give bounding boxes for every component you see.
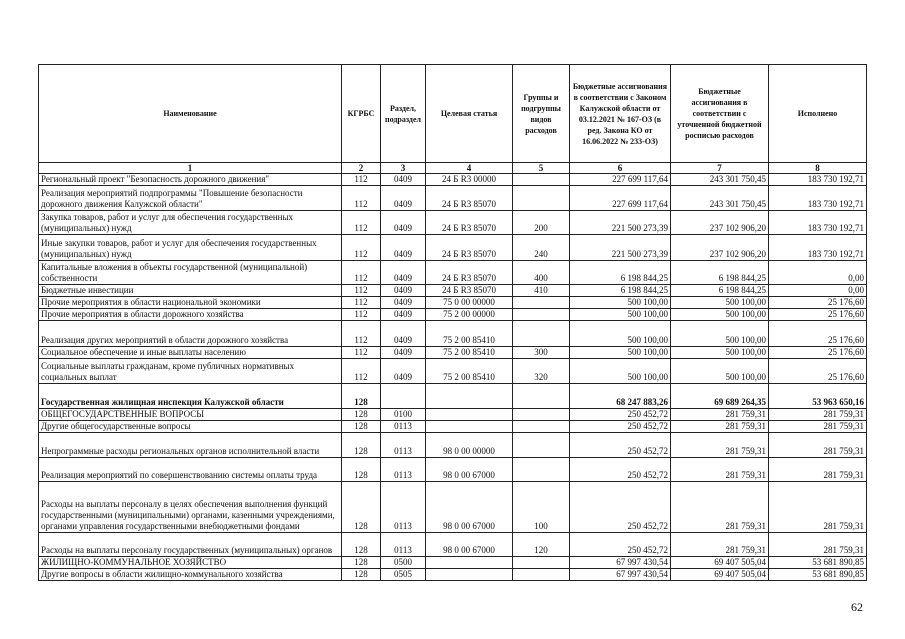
row-group: 400 xyxy=(513,261,570,285)
table-row xyxy=(39,211,867,235)
row-section: 0409 xyxy=(381,309,426,321)
row-group: 120 xyxy=(513,533,570,557)
row-target: 24 Б R3 85070 xyxy=(426,186,513,211)
table-row xyxy=(39,309,867,321)
header-refined: Бюджетные ассигнования в соответствии с уточненной бюджетной росписью расходов xyxy=(671,65,769,163)
row-name: Прочие мероприятия в области дорожного хозяйства xyxy=(39,309,342,321)
row-target: 75 0 00 00000 xyxy=(426,297,513,309)
column-number: 6 xyxy=(570,163,671,174)
row-section: 0113 xyxy=(381,458,426,482)
row-section: 0409 xyxy=(381,261,426,285)
row-law-amount: 500 100,00 xyxy=(570,297,671,309)
header-target: Целевая статья xyxy=(426,65,513,163)
table-row xyxy=(39,569,867,581)
row-name: Региональный проект "Безопасность дорожного движения" xyxy=(39,174,342,186)
row-executed-amount: 53 681 890,85 xyxy=(769,569,867,581)
row-law-amount: 67 997 430,54 xyxy=(570,569,671,581)
row-target: 98 0 00 67000 xyxy=(426,458,513,482)
row-executed-amount: 0,00 xyxy=(769,261,867,285)
row-law-amount: 250 452,72 xyxy=(570,421,671,433)
row-refined-amount: 281 759,31 xyxy=(671,409,769,421)
column-number-row xyxy=(39,163,867,174)
row-target xyxy=(426,569,513,581)
column-number: 8 xyxy=(769,163,867,174)
row-target xyxy=(426,384,513,409)
row-executed-amount: 25 176,60 xyxy=(769,347,867,359)
row-name: Расходы на выплаты персоналу государственных (муниципальных) органов xyxy=(39,533,342,557)
header-kgrbs: КГРБС xyxy=(342,65,381,163)
table-row xyxy=(39,174,867,186)
row-section: 0409 xyxy=(381,174,426,186)
row-group xyxy=(513,174,570,186)
row-name: Реализация мероприятий подпрограммы "Повышение безопасности дорожного движения Калужской области" xyxy=(39,186,342,211)
row-section: 0409 xyxy=(381,285,426,297)
row-refined-amount: 243 301 750,45 xyxy=(671,174,769,186)
row-group xyxy=(513,433,570,458)
row-refined-amount: 69 407 505,04 xyxy=(671,557,769,569)
row-refined-amount: 500 100,00 xyxy=(671,359,769,384)
row-executed-amount: 53 963 650,16 xyxy=(769,384,867,409)
row-name: Социальные выплаты гражданам, кроме публичных нормативных социальных выплат xyxy=(39,359,342,384)
row-group xyxy=(513,569,570,581)
row-law-amount: 221 500 273,39 xyxy=(570,235,671,261)
row-executed-amount: 281 759,31 xyxy=(769,482,867,533)
row-section: 0113 xyxy=(381,433,426,458)
row-group: 200 xyxy=(513,211,570,235)
row-refined-amount: 69 689 264,35 xyxy=(671,384,769,409)
table-row xyxy=(39,297,867,309)
row-section: 0409 xyxy=(381,297,426,309)
row-section: 0500 xyxy=(381,557,426,569)
row-group: 100 xyxy=(513,482,570,533)
row-section: 0409 xyxy=(381,186,426,211)
table-row xyxy=(39,409,867,421)
row-name: Расходы на выплаты персоналу в целях обеспечения выполнения функций государственными (муниципальными) органами, казенными учреждениями, органами управления государственными внебюджетными фондами xyxy=(39,482,342,533)
row-group xyxy=(513,409,570,421)
row-law-amount: 250 452,72 xyxy=(570,433,671,458)
row-executed-amount: 281 759,31 xyxy=(769,409,867,421)
row-law-amount: 500 100,00 xyxy=(570,309,671,321)
row-refined-amount: 237 102 906,20 xyxy=(671,211,769,235)
row-group: 300 xyxy=(513,347,570,359)
row-executed-amount: 183 730 192,71 xyxy=(769,186,867,211)
row-group xyxy=(513,309,570,321)
row-name: Реализация других мероприятий в области дорожного хозяйства xyxy=(39,321,342,347)
row-kgrbs: 112 xyxy=(342,174,381,186)
row-law-amount: 250 452,72 xyxy=(570,533,671,557)
row-kgrbs: 112 xyxy=(342,211,381,235)
row-group xyxy=(513,321,570,347)
row-executed-amount: 281 759,31 xyxy=(769,421,867,433)
row-kgrbs: 112 xyxy=(342,297,381,309)
row-kgrbs: 128 xyxy=(342,458,381,482)
row-executed-amount: 53 681 890,85 xyxy=(769,557,867,569)
row-section xyxy=(381,384,426,409)
row-name: Другие вопросы в области жилищно-коммунального хозяйства xyxy=(39,569,342,581)
table-row xyxy=(39,186,867,211)
row-refined-amount: 281 759,31 xyxy=(671,458,769,482)
row-group: 410 xyxy=(513,285,570,297)
table-row xyxy=(39,359,867,384)
header-section: Раздел, подраздел xyxy=(381,65,426,163)
budget-table xyxy=(38,64,867,581)
row-name: Закупка товаров, работ и услуг для обеспечения государственных (муниципальных) нужд xyxy=(39,211,342,235)
row-name: Реализация мероприятий по совершенствованию системы оплаты труда xyxy=(39,458,342,482)
row-executed-amount: 281 759,31 xyxy=(769,458,867,482)
row-name: ОБЩЕГОСУДАРСТВЕННЫЕ ВОПРОСЫ xyxy=(39,409,342,421)
table-row xyxy=(39,384,867,409)
row-target: 75 2 00 85410 xyxy=(426,347,513,359)
row-target: 75 2 00 85410 xyxy=(426,359,513,384)
table-row xyxy=(39,347,867,359)
row-group xyxy=(513,458,570,482)
row-name: ЖИЛИЩНО-КОММУНАЛЬНОЕ ХОЗЯЙСТВО xyxy=(39,557,342,569)
column-number: 4 xyxy=(426,163,513,174)
row-section: 0113 xyxy=(381,482,426,533)
row-group: 320 xyxy=(513,359,570,384)
row-law-amount: 68 247 883,26 xyxy=(570,384,671,409)
row-law-amount: 500 100,00 xyxy=(570,347,671,359)
row-target: 24 Б R3 85070 xyxy=(426,235,513,261)
row-section: 0409 xyxy=(381,211,426,235)
row-target: 98 0 00 67000 xyxy=(426,482,513,533)
row-refined-amount: 243 301 750,45 xyxy=(671,186,769,211)
row-executed-amount: 25 176,60 xyxy=(769,297,867,309)
table-row xyxy=(39,235,867,261)
row-name: Бюджетные инвестиции xyxy=(39,285,342,297)
row-law-amount: 227 699 117,64 xyxy=(570,186,671,211)
row-target: 75 2 00 85410 xyxy=(426,321,513,347)
row-executed-amount: 183 730 192,71 xyxy=(769,174,867,186)
row-law-amount: 67 997 430,54 xyxy=(570,557,671,569)
row-refined-amount: 500 100,00 xyxy=(671,347,769,359)
row-kgrbs: 112 xyxy=(342,261,381,285)
row-refined-amount: 281 759,31 xyxy=(671,482,769,533)
row-kgrbs: 128 xyxy=(342,384,381,409)
row-executed-amount: 281 759,31 xyxy=(769,533,867,557)
row-group xyxy=(513,297,570,309)
row-refined-amount: 281 759,31 xyxy=(671,433,769,458)
row-refined-amount: 281 759,31 xyxy=(671,533,769,557)
row-law-amount: 227 699 117,64 xyxy=(570,174,671,186)
row-kgrbs: 112 xyxy=(342,321,381,347)
row-law-amount: 500 100,00 xyxy=(570,321,671,347)
row-kgrbs: 112 xyxy=(342,359,381,384)
row-executed-amount: 25 176,60 xyxy=(769,321,867,347)
row-target: 24 Б R3 85070 xyxy=(426,261,513,285)
row-section: 0409 xyxy=(381,347,426,359)
row-target: 24 Б R3 85070 xyxy=(426,285,513,297)
row-name: Иные закупки товаров, работ и услуг для обеспечения государственных (муниципальных) нужд xyxy=(39,235,342,261)
page-number: 62 xyxy=(851,600,863,614)
row-kgrbs: 128 xyxy=(342,482,381,533)
row-law-amount: 250 452,72 xyxy=(570,458,671,482)
row-kgrbs: 112 xyxy=(342,347,381,359)
row-kgrbs: 112 xyxy=(342,285,381,297)
row-section: 0100 xyxy=(381,409,426,421)
row-kgrbs: 112 xyxy=(342,309,381,321)
row-refined-amount: 500 100,00 xyxy=(671,321,769,347)
column-number: 3 xyxy=(381,163,426,174)
row-target: 24 Б R3 85070 xyxy=(426,211,513,235)
row-target: 24 Б R3 00000 xyxy=(426,174,513,186)
row-name: Непрограммные расходы региональных органов исполнительной власти xyxy=(39,433,342,458)
row-law-amount: 250 452,72 xyxy=(570,482,671,533)
row-refined-amount: 6 198 844,25 xyxy=(671,261,769,285)
row-section: 0505 xyxy=(381,569,426,581)
row-name: Прочие мероприятия в области национальной экономики xyxy=(39,297,342,309)
row-executed-amount: 183 730 192,71 xyxy=(769,211,867,235)
table-row xyxy=(39,458,867,482)
row-refined-amount: 6 198 844,25 xyxy=(671,285,769,297)
row-name: Социальное обеспечение и иные выплаты населению xyxy=(39,347,342,359)
row-section: 0409 xyxy=(381,359,426,384)
header-name: Наименование xyxy=(39,65,342,163)
row-refined-amount: 500 100,00 xyxy=(671,297,769,309)
table-row xyxy=(39,482,867,533)
row-executed-amount: 0,00 xyxy=(769,285,867,297)
row-section: 0409 xyxy=(381,235,426,261)
row-section: 0113 xyxy=(381,421,426,433)
row-law-amount: 221 500 273,39 xyxy=(570,211,671,235)
row-section: 0409 xyxy=(381,321,426,347)
column-number: 5 xyxy=(513,163,570,174)
row-group xyxy=(513,186,570,211)
header-groups: Группы и подгруппы видов расходов xyxy=(513,65,570,163)
row-refined-amount: 500 100,00 xyxy=(671,309,769,321)
row-law-amount: 500 100,00 xyxy=(570,359,671,384)
row-target xyxy=(426,557,513,569)
row-target xyxy=(426,409,513,421)
row-target: 98 0 00 67000 xyxy=(426,533,513,557)
row-law-amount: 250 452,72 xyxy=(570,409,671,421)
row-law-amount: 6 198 844,25 xyxy=(570,285,671,297)
row-kgrbs: 128 xyxy=(342,421,381,433)
row-name: Государственная жилищная инспекция Калужской области xyxy=(39,384,342,409)
row-group xyxy=(513,421,570,433)
row-name: Другие общегосударственные вопросы xyxy=(39,421,342,433)
table-row xyxy=(39,261,867,285)
row-kgrbs: 128 xyxy=(342,557,381,569)
table-row xyxy=(39,285,867,297)
row-group: 240 xyxy=(513,235,570,261)
column-number: 2 xyxy=(342,163,381,174)
row-refined-amount: 69 407 505,04 xyxy=(671,569,769,581)
header-row xyxy=(39,65,867,163)
column-number: 1 xyxy=(39,163,342,174)
row-kgrbs: 128 xyxy=(342,533,381,557)
budget-table-page xyxy=(38,64,866,581)
row-kgrbs: 112 xyxy=(342,235,381,261)
row-refined-amount: 281 759,31 xyxy=(671,421,769,433)
row-executed-amount: 25 176,60 xyxy=(769,309,867,321)
table-row xyxy=(39,533,867,557)
table-row xyxy=(39,421,867,433)
row-target xyxy=(426,421,513,433)
table-body xyxy=(39,174,867,581)
row-kgrbs: 128 xyxy=(342,569,381,581)
row-section: 0113 xyxy=(381,533,426,557)
row-executed-amount: 25 176,60 xyxy=(769,359,867,384)
row-name: Капитальные вложения в объекты государственной (муниципальной) собственности xyxy=(39,261,342,285)
header-executed: Исполнено xyxy=(769,65,867,163)
row-law-amount: 6 198 844,25 xyxy=(570,261,671,285)
table-row xyxy=(39,557,867,569)
column-number: 7 xyxy=(671,163,769,174)
row-group xyxy=(513,557,570,569)
row-kgrbs: 128 xyxy=(342,433,381,458)
row-executed-amount: 183 730 192,71 xyxy=(769,235,867,261)
header-law: Бюджетные ассигнования в соответствии с Законом Калужской области от 03.12.2021 № 167-ОЗ (в ред. Закона КО от 16.06.2022 № 233-ОЗ) xyxy=(570,65,671,163)
table-row xyxy=(39,321,867,347)
row-refined-amount: 237 102 906,20 xyxy=(671,235,769,261)
table-row xyxy=(39,433,867,458)
row-target: 75 2 00 00000 xyxy=(426,309,513,321)
row-executed-amount: 281 759,31 xyxy=(769,433,867,458)
row-group xyxy=(513,384,570,409)
row-kgrbs: 112 xyxy=(342,186,381,211)
row-kgrbs: 128 xyxy=(342,409,381,421)
row-target: 98 0 00 00000 xyxy=(426,433,513,458)
